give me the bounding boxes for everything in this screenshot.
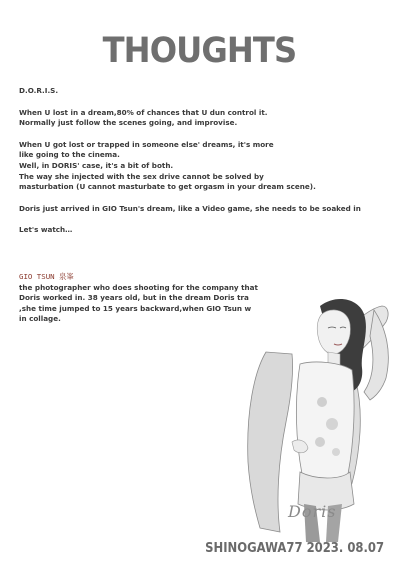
text-line: When U lost in a dream,80% of chances that U dun control it. — [19, 107, 268, 117]
profile-line: the photographer who does shooting for the company that — [19, 282, 258, 292]
text-line: Normally just follow the scenes going, and improvise. — [19, 118, 238, 128]
character-name: GIO TSUN 泉峯 — [19, 272, 74, 281]
doris-signature: Doris — [288, 502, 337, 521]
profile-line: Doris worked in. 38 years old, but in the dream Doris tra — [19, 293, 249, 303]
paragraph-dream-control — [19, 108, 389, 129]
text-line: When U got lost or trapped in someone else' dreams, it's more — [19, 139, 274, 149]
paragraph-doris-arrived: Doris just arrived in GIO Tsun's dream, like a Video game, she needs to be soaked in — [19, 203, 361, 213]
text-line: like going to the cinema. — [19, 150, 120, 160]
text-line: masturbation (U cannot masturbate to get orgasm in your dream scene). — [19, 182, 316, 192]
paragraph-lets-watch: Let's watch… — [19, 225, 73, 235]
text-line: The way she injected with the sex drive cannot be solved by — [19, 171, 264, 181]
text-line: Well, in DORIS' case, it's a bit of both. — [19, 160, 174, 170]
doris-heading: D.O.R.I.S. — [19, 86, 59, 95]
story-text — [19, 86, 389, 247]
profile-line: ,she time jumped to 15 years backward,when GIO Tsun w — [19, 303, 252, 313]
author-date-footer: SHINOGAWA77 2023. 08.07 — [205, 540, 384, 556]
character-profile — [19, 272, 272, 325]
page-title: THOUGHTS — [102, 31, 297, 71]
paragraph-others-dreams — [19, 140, 389, 193]
profile-line: in collage. — [19, 314, 61, 324]
